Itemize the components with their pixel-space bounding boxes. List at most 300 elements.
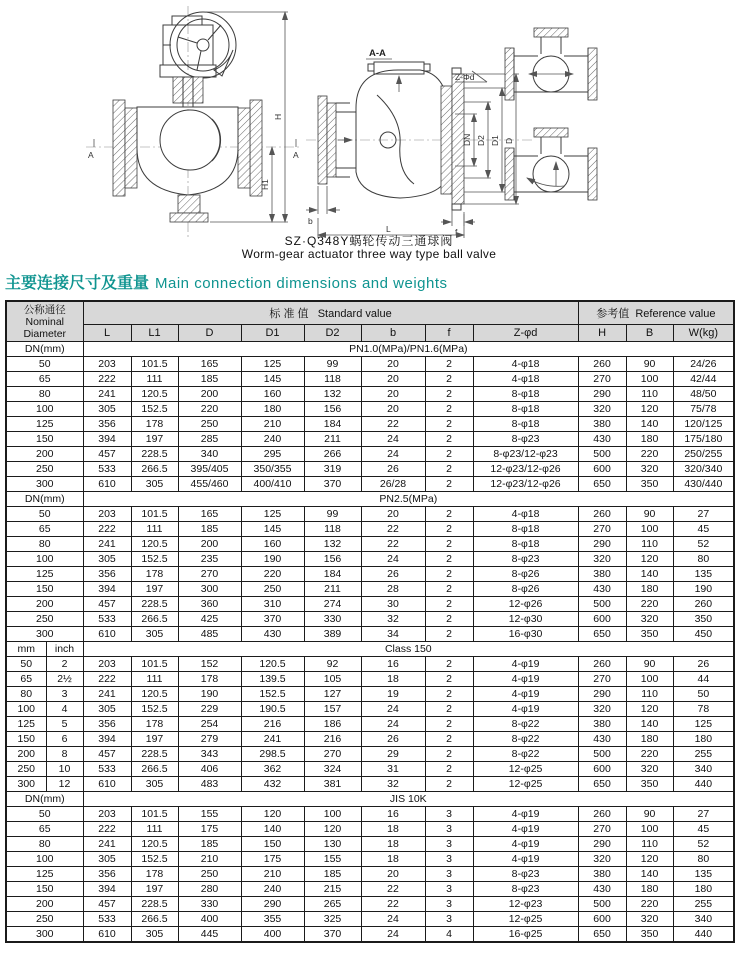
table-cell: 184 <box>304 417 361 432</box>
table-cell: 255 <box>673 747 734 762</box>
standard-section-row <box>6 342 734 357</box>
table-cell: 2 <box>425 567 473 582</box>
table-cell: 457 <box>83 597 131 612</box>
table-cell: 197 <box>131 882 178 897</box>
table-cell: 80 <box>673 552 734 567</box>
dim-b: b <box>308 216 313 226</box>
inch-cell: 2½ <box>46 672 83 687</box>
dn-cell: 200 <box>6 897 83 912</box>
table-cell: 210 <box>178 852 241 867</box>
table-cell: 340 <box>673 762 734 777</box>
table-cell: 650 <box>578 927 626 943</box>
table-cell: 355 <box>241 912 304 927</box>
table-cell: 100 <box>626 822 673 837</box>
dn-cell: 250 <box>6 762 46 777</box>
table-cell: 406 <box>178 762 241 777</box>
table-cell: 320 <box>626 612 673 627</box>
table-cell: 241 <box>241 732 304 747</box>
table-cell: 533 <box>83 612 131 627</box>
table-row <box>6 867 734 882</box>
section-cut-label-left: A <box>88 150 94 160</box>
table-cell: 220 <box>626 897 673 912</box>
dn-cell: 150 <box>6 732 46 747</box>
table-cell: 430 <box>578 432 626 447</box>
standard-section-row <box>6 642 734 657</box>
nominal-header-zh: 公称通径 <box>23 303 66 316</box>
table-cell: 24 <box>361 927 425 943</box>
dn-cell: 100 <box>6 552 83 567</box>
table-cell: 440 <box>673 927 734 943</box>
table-cell: 450 <box>673 627 734 642</box>
table-cell: 26 <box>673 657 734 672</box>
table-cell: 220 <box>178 402 241 417</box>
table-cell: 30 <box>361 597 425 612</box>
table-row <box>6 657 734 672</box>
table-cell: 152.5 <box>131 552 178 567</box>
table-cell: 330 <box>304 612 361 627</box>
table-cell: 190 <box>673 582 734 597</box>
column-header-D: D <box>178 325 241 342</box>
table-cell: 111 <box>131 672 178 687</box>
caption-english: Worm-gear actuator three way type ball valve <box>241 247 497 261</box>
table-cell: 266.5 <box>131 762 178 777</box>
dn-cell: 65 <box>6 822 83 837</box>
table-cell: 320 <box>578 852 626 867</box>
table-cell: 12-φ26 <box>473 597 578 612</box>
table-cell: 2 <box>425 417 473 432</box>
table-row <box>6 372 734 387</box>
section-cut-label-right: A <box>293 150 299 160</box>
table-cell: 22 <box>361 522 425 537</box>
dn-label-cell: DN(mm) <box>6 342 83 357</box>
section-title <box>5 270 448 293</box>
table-cell: 12-φ23/12-φ26 <box>473 462 578 477</box>
table-cell: 178 <box>178 672 241 687</box>
table-row <box>6 672 734 687</box>
table-cell: 52 <box>673 837 734 852</box>
table-cell: 118 <box>304 372 361 387</box>
table-cell: 610 <box>83 777 131 792</box>
table-cell: 2 <box>425 702 473 717</box>
table-cell: 152.5 <box>131 702 178 717</box>
table-cell: 28 <box>361 582 425 597</box>
table-cell: 200 <box>178 387 241 402</box>
dimension-table-body <box>6 342 734 943</box>
table-cell: 305 <box>83 852 131 867</box>
table-cell: 29 <box>361 747 425 762</box>
table-cell: 350 <box>626 477 673 492</box>
dn-label-cell: DN(mm) <box>6 792 83 807</box>
table-cell: 320 <box>578 402 626 417</box>
table-cell: 266.5 <box>131 462 178 477</box>
bottom-port <box>178 195 200 213</box>
table-row <box>6 762 734 777</box>
bottom-flange <box>170 213 208 222</box>
table-cell: 2 <box>425 432 473 447</box>
table-cell: 4-φ19 <box>473 837 578 852</box>
table-cell: 2 <box>425 657 473 672</box>
table-cell: 18 <box>361 672 425 687</box>
table-cell: 305 <box>83 702 131 717</box>
table-cell: 600 <box>578 612 626 627</box>
table-cell: 380 <box>578 717 626 732</box>
table-row <box>6 417 734 432</box>
table-cell: 8-φ22 <box>473 747 578 762</box>
drawing-caption <box>0 235 738 261</box>
table-cell: 145 <box>241 522 304 537</box>
table-cell: 3 <box>425 837 473 852</box>
table-cell: 216 <box>241 717 304 732</box>
table-cell: 100 <box>304 807 361 822</box>
table-cell: 150 <box>241 837 304 852</box>
table-cell: 180 <box>673 732 734 747</box>
section-body <box>356 70 448 198</box>
table-cell: 362 <box>241 762 304 777</box>
table-cell: 356 <box>83 717 131 732</box>
table-cell: 650 <box>578 777 626 792</box>
table-cell: 305 <box>131 777 178 792</box>
dn-cell: 250 <box>6 462 83 477</box>
table-cell: 4-φ19 <box>473 702 578 717</box>
dn-cell: 125 <box>6 867 83 882</box>
diverted-flow-curve-arrow <box>527 178 564 186</box>
table-cell: 432 <box>241 777 304 792</box>
table-cell: 370 <box>304 927 361 943</box>
table-cell: 600 <box>578 462 626 477</box>
dn-cell: 65 <box>6 522 83 537</box>
table-cell: 20 <box>361 402 425 417</box>
table-cell: 270 <box>578 672 626 687</box>
table-cell: 178 <box>131 567 178 582</box>
table-cell: 185 <box>178 372 241 387</box>
table-cell: 222 <box>83 522 131 537</box>
table-cell: 197 <box>131 732 178 747</box>
table-row <box>6 717 734 732</box>
table-cell: 220 <box>626 747 673 762</box>
table-row <box>6 882 734 897</box>
table-cell: 45 <box>673 522 734 537</box>
table-cell: 483 <box>178 777 241 792</box>
table-cell: 120.5 <box>131 687 178 702</box>
table-cell: 4-φ18 <box>473 357 578 372</box>
nominal-diameter-header <box>6 301 83 342</box>
table-row <box>6 612 734 627</box>
table-cell: 31 <box>361 762 425 777</box>
table-cell: 140 <box>626 417 673 432</box>
table-cell: 394 <box>83 582 131 597</box>
table-cell: 305 <box>131 627 178 642</box>
table-cell: 12-φ25 <box>473 762 578 777</box>
table-cell: 24 <box>361 702 425 717</box>
table-cell: 2 <box>425 777 473 792</box>
table-row <box>6 852 734 867</box>
table-cell: 120.5 <box>131 537 178 552</box>
table-cell: 2 <box>425 687 473 702</box>
table-cell: 132 <box>304 387 361 402</box>
table-cell: 500 <box>578 597 626 612</box>
table-cell: 533 <box>83 912 131 927</box>
table-row <box>6 927 734 943</box>
table-cell: 125 <box>673 717 734 732</box>
table-cell: 180 <box>241 402 304 417</box>
table-cell: 2 <box>425 447 473 462</box>
table-cell: 22 <box>361 417 425 432</box>
table-cell: 2 <box>425 732 473 747</box>
table-cell: 3 <box>425 912 473 927</box>
table-cell: 228.5 <box>131 597 178 612</box>
table-cell: 99 <box>304 357 361 372</box>
table-cell: 105 <box>304 672 361 687</box>
table-cell: 356 <box>83 567 131 582</box>
standard-section-row <box>6 792 734 807</box>
table-cell: 160 <box>241 387 304 402</box>
flow-diagram-straight <box>505 28 597 100</box>
table-cell: 350 <box>626 627 673 642</box>
table-cell: 20 <box>361 372 425 387</box>
dn-cell: 50 <box>6 657 46 672</box>
table-cell: 120 <box>626 852 673 867</box>
table-row <box>6 447 734 462</box>
table-cell: 120/125 <box>673 417 734 432</box>
table-cell: 485 <box>178 627 241 642</box>
table-cell: 260 <box>578 807 626 822</box>
table-cell: 132 <box>304 537 361 552</box>
table-cell: 254 <box>178 717 241 732</box>
table-cell: 457 <box>83 747 131 762</box>
reference-value-header <box>578 301 734 325</box>
table-cell: 156 <box>304 552 361 567</box>
front-view-drawing <box>86 6 300 240</box>
table-cell: 600 <box>578 912 626 927</box>
table-cell: 260 <box>578 657 626 672</box>
table-cell: 12-φ23/12-φ26 <box>473 477 578 492</box>
table-cell: 370 <box>304 477 361 492</box>
table-row <box>6 597 734 612</box>
table-cell: 52 <box>673 537 734 552</box>
table-cell: 24 <box>361 717 425 732</box>
table-cell: 75/78 <box>673 402 734 417</box>
table-cell: 135 <box>673 567 734 582</box>
table-cell: 3 <box>425 897 473 912</box>
table-cell: 210 <box>241 417 304 432</box>
table-cell: 305 <box>83 552 131 567</box>
table-cell: 152 <box>178 657 241 672</box>
table-cell: 22 <box>361 537 425 552</box>
table-cell: 2 <box>425 477 473 492</box>
table-cell: 425 <box>178 612 241 627</box>
table-cell: 8-φ23 <box>473 432 578 447</box>
table-cell: 120 <box>626 702 673 717</box>
column-header-H: H <box>578 325 626 342</box>
table-cell: 220 <box>626 447 673 462</box>
table-cell: 100 <box>626 372 673 387</box>
table-cell: 165 <box>178 507 241 522</box>
table-cell: 457 <box>83 897 131 912</box>
table-cell: 500 <box>578 747 626 762</box>
table-cell: 360 <box>178 597 241 612</box>
table-cell: 80 <box>673 852 734 867</box>
table-cell: 8-φ26 <box>473 582 578 597</box>
ball <box>160 110 220 170</box>
table-cell: 180 <box>673 882 734 897</box>
table-cell: 260 <box>578 357 626 372</box>
table-cell: 8-φ22 <box>473 732 578 747</box>
table-cell: 260 <box>578 507 626 522</box>
table-cell: 90 <box>626 807 673 822</box>
table-cell: 340 <box>673 912 734 927</box>
left-flange-inner <box>125 108 137 188</box>
table-cell: 8-φ23 <box>473 867 578 882</box>
table-cell: 650 <box>578 477 626 492</box>
table-cell: 320 <box>626 912 673 927</box>
table-cell: 350 <box>626 777 673 792</box>
dn-cell: 125 <box>6 417 83 432</box>
table-cell: 455/460 <box>178 477 241 492</box>
table-cell: 12-φ25 <box>473 777 578 792</box>
table-cell: 400 <box>178 912 241 927</box>
table-cell: 184 <box>304 567 361 582</box>
table-cell: 241 <box>83 537 131 552</box>
dn-cell: 65 <box>6 372 83 387</box>
dim-DN: DN <box>462 133 472 146</box>
table-cell: 110 <box>626 687 673 702</box>
table-cell: 12-φ30 <box>473 612 578 627</box>
table-cell: 270 <box>578 522 626 537</box>
table-cell: 220 <box>626 597 673 612</box>
table-cell: 2 <box>425 717 473 732</box>
table-cell: 290 <box>578 537 626 552</box>
table-cell: 157 <box>304 702 361 717</box>
table-cell: 211 <box>304 432 361 447</box>
right-flange-inner <box>238 108 250 188</box>
table-cell: 27 <box>673 507 734 522</box>
column-header-L: L <box>83 325 131 342</box>
table-cell: 140 <box>626 717 673 732</box>
table-cell: 440 <box>673 777 734 792</box>
table-cell: 26/28 <box>361 477 425 492</box>
dn-cell: 125 <box>6 717 46 732</box>
section-right-flange-inner <box>441 86 452 194</box>
table-cell: 343 <box>178 747 241 762</box>
dn-cell: 250 <box>6 912 83 927</box>
table-cell: 22 <box>361 882 425 897</box>
table-cell: 2 <box>425 552 473 567</box>
table-cell: 210 <box>241 867 304 882</box>
table-cell: 45 <box>673 822 734 837</box>
table-row <box>6 477 734 492</box>
table-cell: 216 <box>304 732 361 747</box>
table-cell: 2 <box>425 402 473 417</box>
table-cell: 610 <box>83 627 131 642</box>
table-cell: 222 <box>83 372 131 387</box>
table-cell: 155 <box>178 807 241 822</box>
table-cell: 650 <box>578 627 626 642</box>
table-cell: 50 <box>673 687 734 702</box>
table-cell: 4-φ18 <box>473 507 578 522</box>
table-cell: 270 <box>178 567 241 582</box>
table-row <box>6 462 734 477</box>
table-cell: 215 <box>304 882 361 897</box>
table-cell: 16-φ25 <box>473 927 578 943</box>
table-cell: 27 <box>673 807 734 822</box>
table-cell: 266 <box>304 447 361 462</box>
table-cell: 4-φ19 <box>473 822 578 837</box>
table-cell: 240 <box>241 882 304 897</box>
dim-D1: D1 <box>490 135 500 146</box>
section-title-english: Main connection dimensions and weights <box>155 275 448 292</box>
section-left-flange-inner <box>327 103 336 177</box>
table-cell: 4-φ19 <box>473 807 578 822</box>
table-cell: 4-φ19 <box>473 687 578 702</box>
bolt-callout-label: Z-Φd <box>455 72 475 82</box>
dn-cell: 80 <box>6 687 46 702</box>
table-cell: 16-φ30 <box>473 627 578 642</box>
table-cell: 8-φ18 <box>473 417 578 432</box>
table-row <box>6 627 734 642</box>
table-cell: 266.5 <box>131 912 178 927</box>
dn-cell: 65 <box>6 672 46 687</box>
table-cell: 90 <box>626 507 673 522</box>
table-row <box>6 777 734 792</box>
table-cell: 265 <box>304 897 361 912</box>
table-cell: 120 <box>626 552 673 567</box>
table-cell: 8-φ22 <box>473 717 578 732</box>
table-cell: 140 <box>241 822 304 837</box>
table-row <box>6 432 734 447</box>
table-cell: 220 <box>241 567 304 582</box>
table-cell: 20 <box>361 387 425 402</box>
table-cell: 394 <box>83 732 131 747</box>
table-cell: 500 <box>578 897 626 912</box>
table-cell: 120.5 <box>131 837 178 852</box>
table-cell: 175/180 <box>673 432 734 447</box>
table-cell: 197 <box>131 582 178 597</box>
bonnet <box>173 77 203 103</box>
table-row <box>6 507 734 522</box>
table-cell: 241 <box>83 387 131 402</box>
table-cell: 260 <box>673 597 734 612</box>
table-cell: 250/255 <box>673 447 734 462</box>
table-cell: 2 <box>425 372 473 387</box>
table-cell: 255 <box>673 897 734 912</box>
table-cell: 430 <box>578 882 626 897</box>
table-row <box>6 702 734 717</box>
table-cell: 139.5 <box>241 672 304 687</box>
table-cell: 2 <box>425 747 473 762</box>
table-cell: 280 <box>178 882 241 897</box>
table-cell: 279 <box>178 732 241 747</box>
table-cell: 2 <box>425 762 473 777</box>
table-cell: 319 <box>304 462 361 477</box>
table-cell: 533 <box>83 762 131 777</box>
table-cell: 24 <box>361 912 425 927</box>
dn-cell: 300 <box>6 477 83 492</box>
dim-H1: H1 <box>260 179 270 190</box>
table-cell: 298.5 <box>241 747 304 762</box>
table-cell: 325 <box>304 912 361 927</box>
table-cell: 380 <box>578 567 626 582</box>
dn-cell: 100 <box>6 402 83 417</box>
table-cell: 320 <box>578 702 626 717</box>
table-cell: 8-φ18 <box>473 387 578 402</box>
dim-H: H <box>273 113 283 120</box>
table-cell: 324 <box>304 762 361 777</box>
table-cell: 18 <box>361 822 425 837</box>
table-cell: 180 <box>626 882 673 897</box>
table-cell: 457 <box>83 447 131 462</box>
table-cell: 34 <box>361 627 425 642</box>
dn-cell: 50 <box>6 507 83 522</box>
